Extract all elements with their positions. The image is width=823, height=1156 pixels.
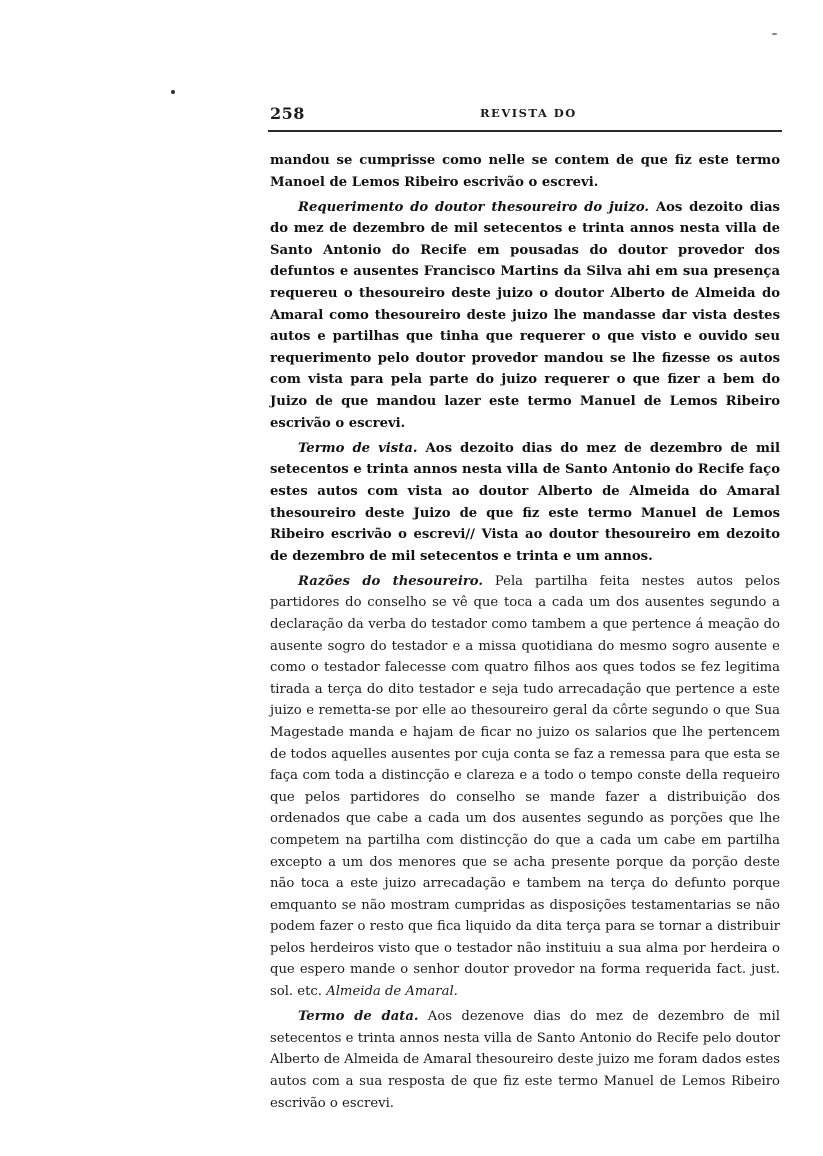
- paragraph-continuation: [270, 150, 780, 193]
- paragraph-lead: Termo de vista.: [298, 440, 418, 456]
- paragraph-lead: Requerimento do doutor thesoureiro do juizo.: [298, 199, 649, 215]
- paragraph-termo-de-vista: [270, 438, 780, 568]
- paragraph-text: Aos dezenove dias do mez de dezembro de mil setecentos e trinta annos nesta villa de Santo Antonio do Recife pelo doutor Alberto de Almeida de Amaral thesoureiro deste juizo me foram dados estes autos com a sua resposta de que fiz este termo Manuel de Lemos Ribeiro escrivão o escrevi.: [270, 1009, 780, 1111]
- page-number: 258: [270, 104, 305, 123]
- paragraph-lead: Razões do thesoureiro.: [298, 573, 483, 589]
- paragraph-requerimento: [270, 197, 780, 435]
- running-head: REVISTA DO: [480, 106, 577, 120]
- ink-speck: [772, 33, 777, 35]
- paragraph-text: Aos dezoito dias do mez de dezembro de mil setecentos e trinta annos nesta villa de Santo Antonio do Recife faço estes autos com vista ao doutor Alberto de Almeida do Amaral thesoureiro deste Juizo de que fiz este termo Manuel de Lemos Ribeiro escrivão o escrevi// Vista ao doutor thesoureiro em dezoito de dezembro de mil setecentos e trinta e um annos.: [270, 440, 780, 564]
- paragraph-lead: Termo de data.: [298, 1009, 419, 1025]
- signature: Almeida de Amaral.: [322, 984, 458, 1000]
- ink-speck: [171, 90, 175, 94]
- paragraph-text: Pela partilha feita nestes autos pelos partidores do conselho se vê que toca a cada um dos ausentes segundo a declaração da verba do testador como tambem a que pertence á meação do ausente sogro do testador e a missa quotidiana do mesmo sogro ausente e como o testador falecesse com quatro filhos aos ques todos se fez legitima tirada a terça do dito testador e seja tudo arrecadação que pertence a este juizo e remetta-se por elle ao thesoureiro geral da côrte segundo o que Sua Magestade manda e hajam de ficar no juizo os salarios que lhe pertencem de todos aquelles ausentes por cuja conta se faz a remessa para que esta se faça com toda a distincção e clareza e a todo o tempo conste della requeiro que pelos partidores do conselho se mande fazer a distribuição dos ordenados que cabe a cada um dos ausentes segundo as porções que lhe competem na partilha com distincção do que a cada um cabe em partilha excepto a um dos menores que se acha presente porque da porção deste não toca a este juizo arrecadação e tambem na terça do defunto porque emquanto se não mostram cumpridas as disposições testamentarias se não podem fazer o resto que fica liquido da dita terça para se tornar a distribuir pelos herdeiros visto que o testador não instituiu a sua alma por herdeira o que espero mande o senhor doutor provedor na forma requerida fact. just. sol. etc.: [270, 573, 780, 1000]
- paragraph-text: Aos dezoito dias do mez de dezembro de mil setecentos e trinta annos nesta villa de Santo Antonio do Recife em pousadas do doutor provedor dos defuntos e ausentes Francisco Martins da Silva ahi em sua presença requereu o thesoureiro deste juizo o doutor Alberto de Almeida do Amaral como thesoureiro deste juizo lhe mandasse dar vista destes autos e partilhas que tinha que requerer o que visto e ouvido seu requerimento pelo doutor provedor mandou se lhe fizesse os autos com vista para pela parte do juizo requerer o que fizer a bem do Juizo de que mandou lazer este termo Manuel de Lemos Ribeiro escrivão o escrevi.: [270, 199, 780, 431]
- paragraph-razoes: [270, 571, 780, 1003]
- body-text: [270, 150, 780, 1118]
- header-rule: [268, 130, 782, 132]
- page-header: [270, 104, 782, 128]
- paragraph-termo-de-data: [270, 1006, 780, 1114]
- paragraph-text: mandou se cumprisse como nelle se contem de que fiz este termo Manoel de Lemos Ribeiro escrivão o escrevi.: [270, 153, 780, 190]
